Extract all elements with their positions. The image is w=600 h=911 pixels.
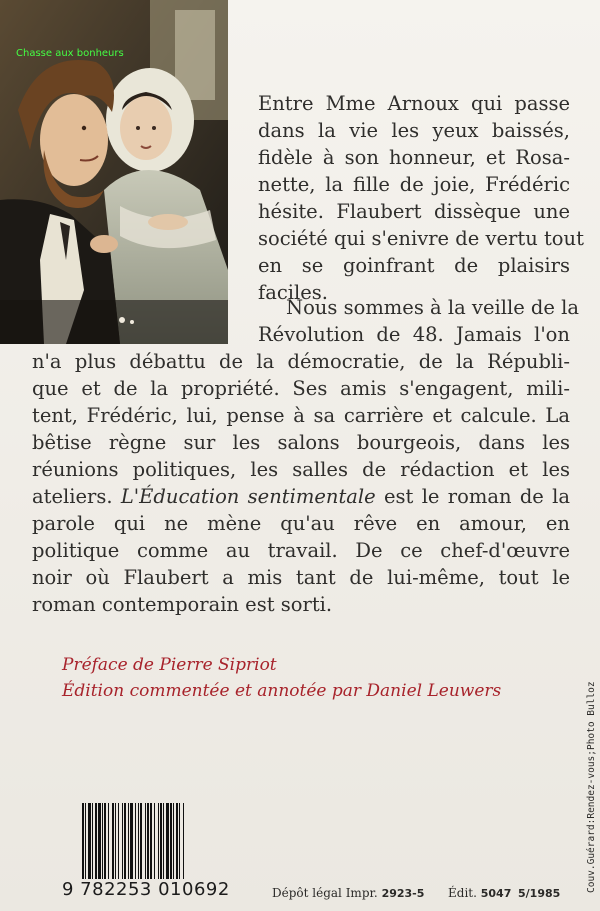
- barcode-bar: [183, 803, 184, 879]
- edition-number: [448, 886, 511, 900]
- barcode-bar: [166, 803, 169, 879]
- barcode-bar: [92, 803, 93, 879]
- barcode-bar: [145, 803, 146, 879]
- barcode-bar: [82, 803, 84, 879]
- text-line: n'a plus débattu de la démocratie, de la Républi-: [32, 350, 570, 373]
- blurb-paragraph-2: [32, 294, 580, 618]
- barcode-bar: [118, 803, 119, 879]
- text-line: réunions politiques, les salles de rédaction et les: [32, 458, 570, 481]
- barcode-bar: [170, 803, 172, 879]
- print-date: [518, 886, 560, 900]
- barcode-bar: [95, 803, 97, 879]
- text-line: tent, Frédéric, lui, pense à sa carrière et calcule. La: [32, 404, 570, 427]
- book-title: L'Éducation sentimentale: [120, 485, 376, 508]
- depot-value: 2923-5: [381, 887, 425, 900]
- watermark-label: Chasse aux bonheurs: [16, 48, 124, 59]
- barcode-bar: [173, 803, 174, 879]
- blurb-paragraph-1: [258, 90, 584, 306]
- text-fragment: est le roman de la: [384, 485, 571, 508]
- text-line: politique comme au travail. De ce chef-d'œuvre: [32, 539, 570, 562]
- text-line: bêtise règne sur les salons bourgeois, dans les: [32, 431, 570, 454]
- edit-value: 5047: [480, 887, 512, 900]
- barcode-icon: [80, 803, 260, 879]
- barcode-bar: [179, 803, 180, 879]
- text-line: nette, la fille de joie, Frédéric: [258, 173, 570, 196]
- barcode-bar: [154, 803, 155, 879]
- barcode-bar: [150, 803, 152, 879]
- text-line-with-title: [32, 483, 570, 510]
- barcode-bar: [160, 803, 162, 879]
- text-line: hésite. Flaubert dissèque une: [258, 200, 570, 223]
- barcode-bar: [124, 803, 126, 879]
- barcode-bar: [138, 803, 139, 879]
- couple-painting-icon: [0, 0, 228, 344]
- barcode-bar: [158, 803, 159, 879]
- barcode-bar: [122, 803, 123, 879]
- text-line: en se goinfrant de plaisirs: [258, 254, 570, 277]
- barcode-bar: [135, 803, 136, 879]
- text-line: que et de la propriété. Ses amis s'engagent, mili-: [32, 377, 570, 400]
- depot-legal-label: [272, 886, 424, 900]
- cover-photo-credit: Couv.Guérard:Rendez-vous;Photo Bulloz: [586, 681, 597, 893]
- text-line: Révolution de 48. Jamais l'on: [258, 323, 570, 346]
- text-line: noir où Flaubert a mis tant de lui-même, tout le: [32, 566, 570, 589]
- text-line: fidèle à son honneur, et Rosa-: [258, 146, 570, 169]
- barcode-bar: [108, 803, 109, 879]
- text-line: Nous sommes à la veille de la: [286, 296, 580, 319]
- barcode-bar: [163, 803, 164, 879]
- edit-label: Édit.: [448, 886, 477, 900]
- barcode-bar: [104, 803, 106, 879]
- barcode-bar: [88, 803, 91, 879]
- text-line: dans la vie les yeux baissés,: [258, 119, 570, 142]
- print-date-value: 5/1985: [518, 887, 561, 900]
- depot-label: Dépôt légal Impr.: [272, 886, 378, 900]
- text-line: faciles.: [258, 281, 328, 304]
- barcode-bar: [128, 803, 129, 879]
- text-fragment: ateliers.: [32, 485, 113, 508]
- barcode-bar: [102, 803, 103, 879]
- text-line: parole qui ne mène qu'au rêve en amour, en: [32, 512, 570, 535]
- barcode-bar: [140, 803, 142, 879]
- barcode-bar: [130, 803, 133, 879]
- barcode-bar: [112, 803, 114, 879]
- text-line: roman contemporain est sorti.: [32, 593, 333, 616]
- barcode-bar: [85, 803, 86, 879]
- isbn-digits: 9 782253 010692: [62, 879, 230, 900]
- preface-credit: Préface de Pierre Sipriot: [62, 655, 277, 675]
- barcode-bar: [176, 803, 178, 879]
- text-line: société qui s'enivre de vertu tout: [258, 227, 584, 250]
- barcode-bar: [115, 803, 116, 879]
- text-line: Entre Mme Arnoux qui passe: [258, 92, 570, 115]
- edition-credit: Édition commentée et annotée par Daniel Leuwers: [62, 681, 502, 701]
- barcode-bar: [147, 803, 149, 879]
- barcode-bar: [98, 803, 101, 879]
